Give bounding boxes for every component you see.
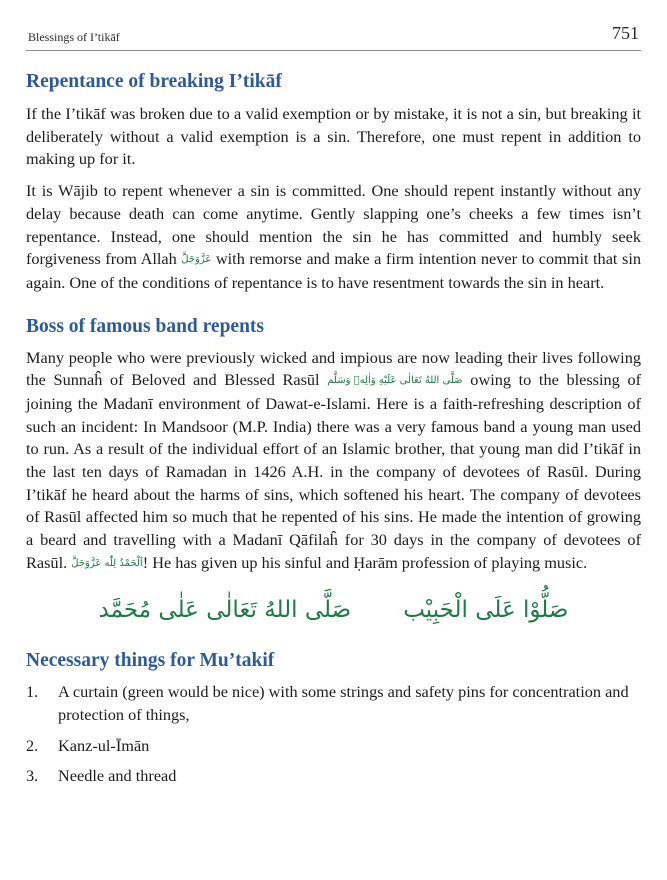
paragraph-band-story [26,347,641,576]
section-heading-band-boss: Boss of famous band repents [26,315,265,337]
durood-calligraphy [26,587,641,633]
paragraph-text: owing to the blessing of joining the Madanī environment of Dawat-e-Islami. Here is a faith-refreshing description of such an incident: In Mandsoor (M.P. India) there was a very famous band a young man used to run. As a result of the individual effort of an Islamic brother, that young man did I’tikāf in the last ten days of Ramadan in 1426 A.H. in the company of devotees of Rasūl. During I’tikāf he heard about the harms of sins, which softened his heart. The company of devotees of Rasūl affected him so much that he repented of his sins. He made the intention of growing a beard and travelling with a Madanī Qāfilaĥ for 30 days in the company of devotees of Rasūl. [26,370,642,572]
paragraph-repent-wajib [26,180,641,294]
arabic-praise: اَلْحَمْدُ لِلّٰه عَزَّوَجَلَّ [71,557,143,569]
list-item-number: 1. [26,682,39,702]
paragraph-text: ! He has given up his sinful and Ḥarām profession of playing music. [142,552,588,572]
running-title: Blessings of I’tikāf [28,30,120,44]
paragraph-breaking-itikaf [26,103,641,171]
arabic-salutation: صَلَّى اللهُ تَعَالٰى عَلَيْهِ وَاٰلِهٖ وَسَلَّم [327,375,463,387]
paragraph-text: It is Wājib to repent whenever a sin is committed. One should repent instantly without any delay because death can come anytime. Gently slapping one’s cheeks a few times isn’t repentance. Instead, one should mention the sin he has committed and humbly seek forgiveness from Allah [26,181,641,269]
paragraph-text: Many people who were previously wicked and impious are now leading their lives following the Sunnaĥ of Beloved and Blessed Rasūl [26,347,641,390]
list-item-text: Needle and thread [58,766,177,786]
page-number: 751 [612,23,639,43]
paragraph-text: with remorse and make a firm intention never to commit that sin again. One of the conditions of repentance is to have resentment towards the sin in heart. [26,249,641,292]
section-heading-necessary-things: Necessary things for Mu’takif [26,650,275,672]
list-item [26,765,641,788]
page-content [26,70,641,788]
list-item-text: Kanz-ul-Īmān [58,735,150,755]
durood-right: صَلَّى اللهُ تَعَالٰى عَلٰى مُحَمَّد [98,597,352,624]
arabic-honorific: عَزَّوَجَلَّ [181,254,212,266]
page-header [26,14,641,51]
section-heading-repentance: Repentance of breaking I’tikāf [26,71,282,92]
list-item-text: A curtain (green would be nice) with some strings and safety pins for concentration and protection of things, [58,682,629,725]
necessary-items-list [26,681,641,788]
durood-left: صَلُّوْا عَلَى الْحَبِيْب [403,597,569,624]
list-item-number: 2. [26,735,39,755]
list-item [26,735,641,758]
list-item [26,681,641,726]
paragraph-text: If the I’tikāf was broken due to a valid exemption or by mistake, it is not a sin, but breaking it deliberately without a valid exemption is a sin. Therefore, one must repent in addition to making up for it. [26,104,641,169]
list-item-number: 3. [26,766,39,786]
